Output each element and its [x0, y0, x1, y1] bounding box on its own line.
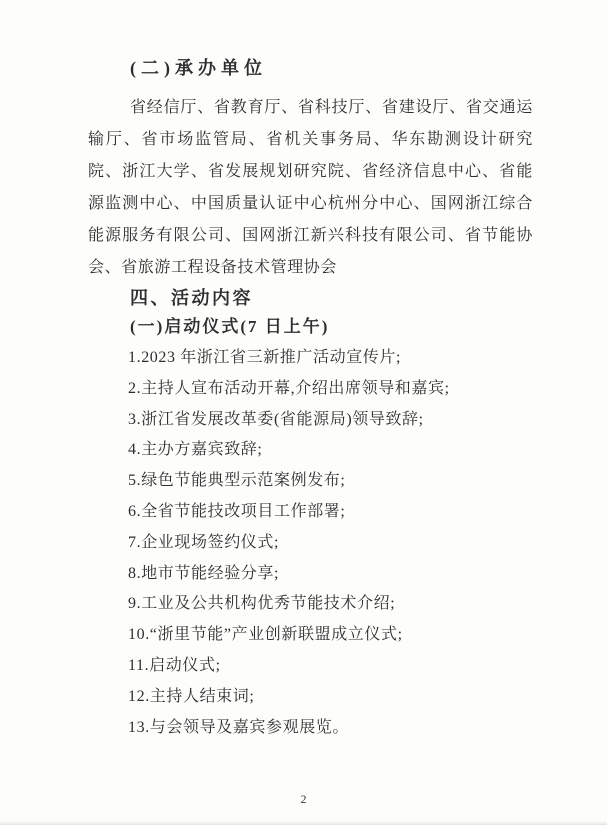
agenda-item-5: 5.绿色节能典型示范案例发布;: [128, 472, 346, 490]
agenda-item-3: 3.浙江省发展改革委(省能源局)领导致辞;: [128, 410, 424, 428]
page-number: 2: [300, 792, 307, 806]
agenda-list: [88, 343, 533, 743]
organizers-paragraph: 省经信厅、省教育厅、省科技厅、省建设厅、省交通运输厅、省市场监管局、省机关事务局、华东勘测设计研究院、浙江大学、省发展规划研究院、省经济信息中心、省能源监测中心、中国质量认证中心杭州分中心、国网浙江综合能源服务有限公司、国网浙江新兴科技有限公司、省节能协会、省旅游工程设备技术管理协会: [88, 99, 533, 276]
agenda-item-4: 4.主办方嘉宾致辞;: [128, 441, 263, 459]
heading-launch-ceremony: (一)启动仪式(7 日上午): [130, 317, 330, 336]
heading-activity-content: 四、活动内容: [130, 288, 253, 308]
agenda-item-6: 6.全省节能技改项目工作部署;: [128, 502, 346, 520]
agenda-item-12: 12.主持人结束词;: [128, 687, 255, 705]
heading-organizing-units: (二)承办单位: [130, 58, 267, 78]
agenda-item-2: 2.主持人宣布活动开幕,介绍出席领导和嘉宾;: [128, 379, 450, 397]
scan-shadow-edge: [0, 821, 607, 825]
agenda-item-10: 10.“浙里节能”产业创新联盟成立仪式;: [128, 626, 403, 644]
agenda-item-7: 7.企业现场签约仪式;: [128, 533, 280, 551]
agenda-item-9: 9.工业及公共机构优秀节能技术介绍;: [128, 595, 396, 613]
agenda-item-8: 8.地市节能经验分享;: [128, 564, 280, 582]
agenda-item-1: 1.2023 年浙江省三新推广活动宣传片;: [128, 349, 402, 366]
agenda-item-13: 13.与会领导及嘉宾参观展览。: [128, 718, 350, 736]
agenda-item-11: 11.启动仪式;: [128, 656, 221, 674]
